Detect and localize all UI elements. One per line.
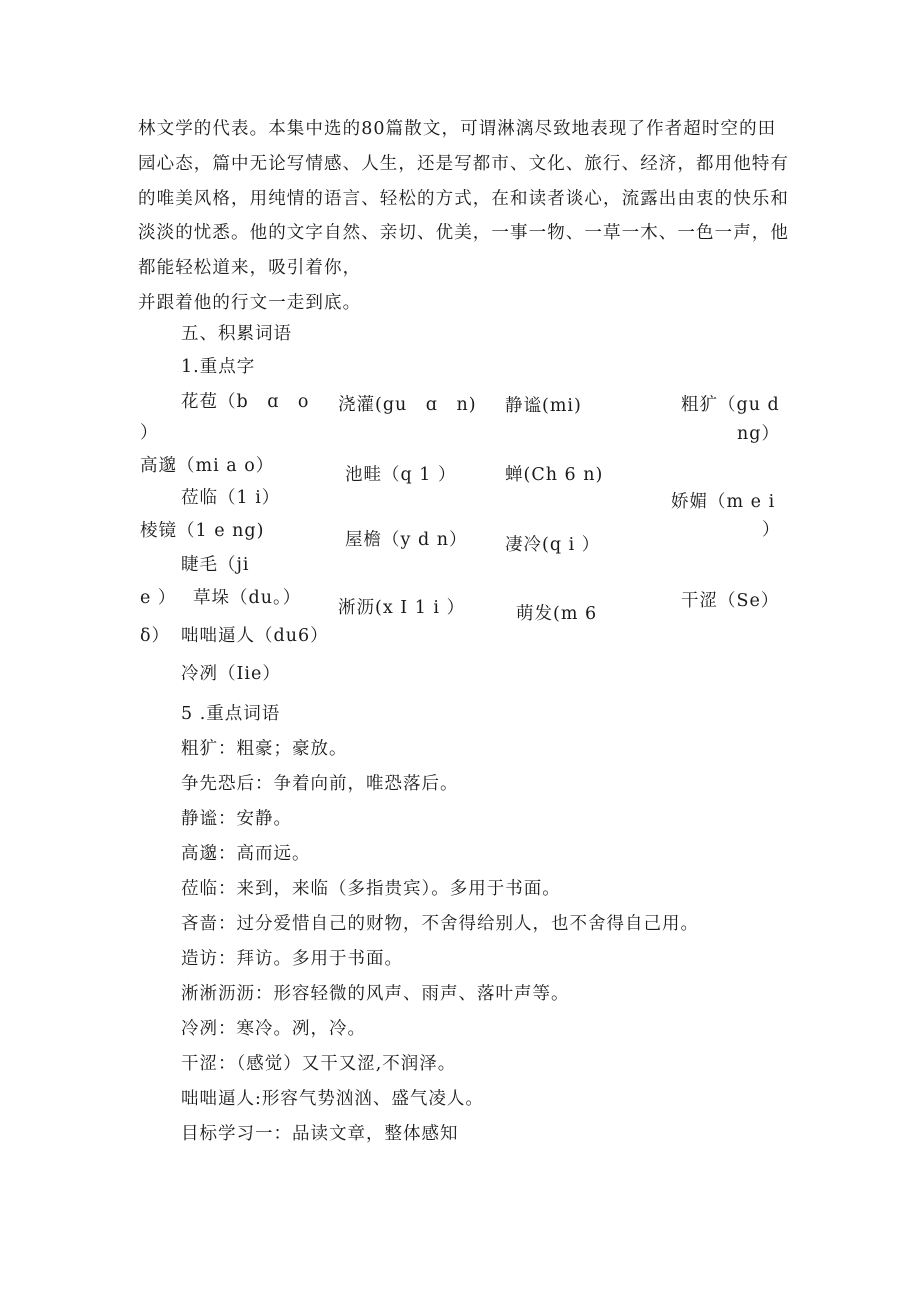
definition-item: 咄咄逼人:形容气势汹汹、盛气凌人。: [181, 1089, 484, 1109]
section-title: 五、积累词语: [181, 324, 292, 344]
definition-item: 莅临：来到，来临（多指贵宾）。多用于书面。: [181, 879, 561, 899]
vocab-xili: 淅沥(x I 1 i ）: [338, 598, 466, 618]
intro-line: 园心态，篇中无论写情感、人生，还是写都市、文化、旅行、经济，都用他特有: [138, 153, 789, 174]
intro-line: 林文学的代表。本集中选的80篇散文，可谓淋漓尽致地表现了作者超时空的田: [138, 119, 777, 139]
vocab-linlin: 莅临（1 i）: [181, 488, 281, 508]
vocab-cukuang-cont: ng）: [737, 424, 780, 444]
intro-line: 都能轻松道来，吸引着你，: [138, 258, 362, 279]
definition-item: 吝啬：过分爱惜自己的财物，不舍得给别人，也不舍得自己用。: [181, 914, 699, 934]
vocab-jingmi: 静谧(mi): [505, 396, 582, 416]
vocab-jiaomei-close: ）: [762, 520, 781, 540]
vocab-huabao-close: ）: [140, 423, 159, 443]
definition-item: 干涩：（感觉）又干又涩,不润泽。: [181, 1054, 457, 1074]
vocab-jiemao-cont: e ）: [140, 588, 177, 608]
vocab-huabao: 花苞（b ɑ o: [181, 392, 310, 412]
vocab-jiaomei: 娇媚（m e i: [671, 492, 776, 512]
vocab-delta: δ）: [140, 626, 171, 646]
intro-line: 的唯美风格，用纯情的语言、轻松的方式，在和读者谈心，流露出由衷的快乐和: [138, 188, 789, 209]
vocab-cukuang: 粗犷（gu d: [681, 395, 780, 415]
vocab-gaomiao: 高邈（mi a o）: [140, 456, 275, 476]
intro-line: 淡淡的忧悉。他的文字自然、亲切、优美，一事一物、一草一木、一色一声，他: [138, 223, 789, 244]
definition-item: 高邈：高而远。: [181, 844, 311, 864]
vocab-duoduo: 咄咄逼人（du6）: [181, 626, 329, 646]
vocab-caoduo: 草垛（du。）: [193, 588, 302, 608]
learning-goal-heading: 目标学习一：品读文章，整体感知: [181, 1124, 459, 1144]
vocab-wuyan: 屋檐（y d n）: [345, 530, 468, 550]
vocab-jiaoguan: 浇灌(gu ɑ n): [338, 395, 477, 415]
vocab-chan: 蝉(Ch 6 n): [505, 465, 604, 485]
intro-line: 并跟着他的行文一走到底。: [138, 292, 362, 313]
vocab-jiemao: 睫毛（ji: [181, 555, 250, 575]
vocab-mengfa: 萌发(m 6: [516, 604, 598, 624]
vocab-qileng: 凄冷(q i ）: [505, 535, 601, 555]
vocab-chiqi: 池畦（q 1 ）: [345, 465, 457, 485]
vocab-lengjing: 棱镜（1 e ng): [140, 521, 265, 541]
definition-item: 淅淅沥沥：形容轻微的风声、雨声、落叶声等。: [181, 984, 570, 1004]
definition-item: 争先恐后：争着向前，唯恐落后。: [181, 774, 459, 794]
definition-item: 粗犷：粗豪；豪放。: [181, 739, 348, 759]
definition-item: 造访：拜访。多用于书面。: [181, 949, 403, 969]
vocab-lenglie: 冷冽（Iie）: [181, 664, 281, 684]
definition-item: 冷冽：寒冷。冽，冷。: [181, 1019, 366, 1039]
vocab-gansai: 干涩（Se）: [681, 591, 780, 611]
intro-paragraph: [138, 112, 789, 321]
subsection-title-key-characters: 1.重点字: [181, 357, 256, 377]
definition-item: 静谧：安静。: [181, 809, 292, 829]
subsection-title-key-words: 5 .重点词语: [181, 704, 281, 724]
